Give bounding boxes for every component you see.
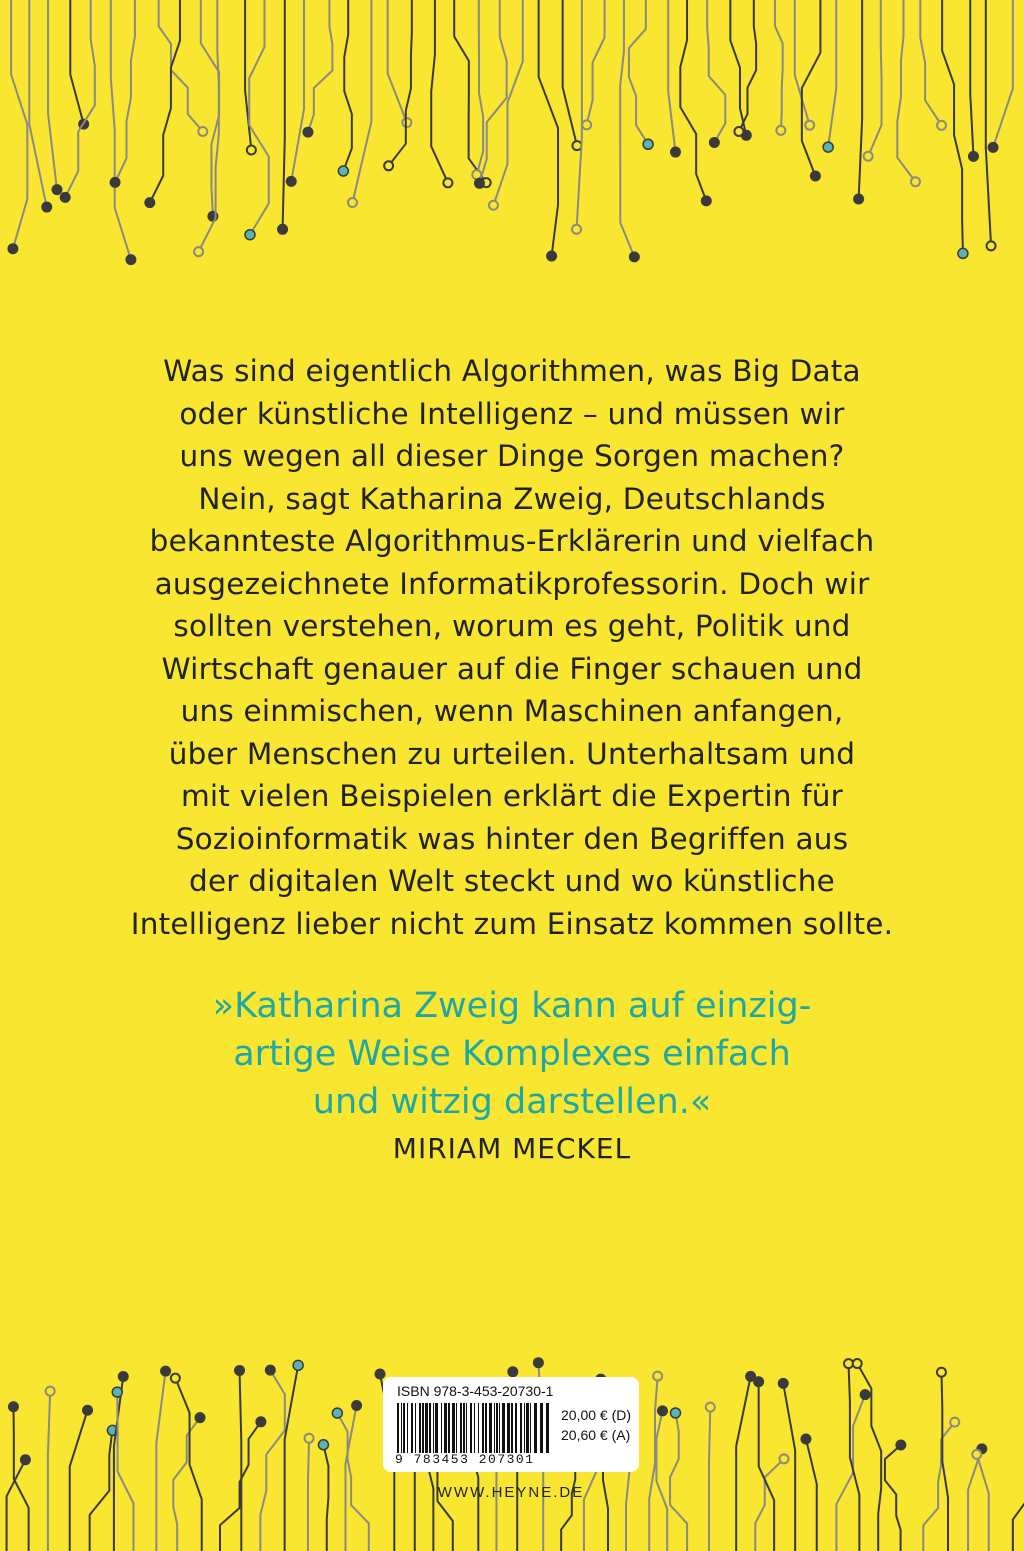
barcode-bar <box>435 1403 438 1453</box>
circuit-trace <box>337 1413 368 1551</box>
circuit-trace <box>479 0 506 183</box>
circuit-pattern-top <box>0 0 1024 300</box>
circuit-node <box>198 127 207 136</box>
blurb-line: uns wegen all dieser Dinge Sorgen machen? <box>179 439 845 473</box>
circuit-node <box>472 170 481 179</box>
circuit-trace <box>670 1413 687 1551</box>
blurb-text <box>110 350 914 945</box>
circuit-trace <box>577 0 582 229</box>
circuit-trace <box>986 0 991 246</box>
circuit-node <box>265 1365 276 1376</box>
circuit-trace <box>115 0 135 182</box>
circuit-trace <box>620 0 634 257</box>
circuit-trace <box>730 0 746 135</box>
circuit-node <box>776 126 785 135</box>
blurb-line: über Menschen zu urteilen. Unterhaltsam und <box>168 736 856 771</box>
circuit-node <box>234 1365 245 1376</box>
circuit-trace <box>897 0 915 182</box>
barcode-bar <box>419 1403 421 1453</box>
circuit-node <box>572 141 581 150</box>
circuit-trace <box>70 0 83 124</box>
circuit-node <box>987 241 996 250</box>
circuit-node <box>443 178 452 187</box>
blurb-line: uns einmischen, wenn Maschinen anfangen, <box>180 694 844 728</box>
circuit-node <box>402 118 411 127</box>
circuit-node <box>247 146 256 155</box>
barcode-bar <box>485 1403 487 1453</box>
quote-line: artige Weise Komplexes einfach <box>233 1034 791 1074</box>
circuit-node <box>60 192 71 203</box>
price-austria: 20,60 € (A) <box>561 1427 631 1443</box>
circuit-node <box>657 1405 668 1416</box>
barcode-digits: 9 783453 207301 <box>395 1452 535 1467</box>
circuit-node <box>937 1368 946 1377</box>
circuit-trace <box>70 1410 88 1551</box>
circuit-node <box>670 1408 680 1418</box>
circuit-trace <box>308 1438 309 1551</box>
circuit-trace <box>260 1370 284 1551</box>
circuit-node <box>82 1405 93 1416</box>
circuit-trace <box>885 1445 901 1551</box>
circuit-node <box>338 166 348 176</box>
circuit-node <box>709 137 720 148</box>
circuit-node <box>823 142 833 152</box>
circuit-node <box>125 254 136 265</box>
circuit-trace <box>111 0 131 260</box>
barcode-bars <box>395 1403 555 1453</box>
circuit-node <box>46 1387 55 1396</box>
circuit-trace <box>755 1459 784 1551</box>
circuit-trace <box>7 1460 26 1551</box>
circuit-node <box>348 198 357 207</box>
circuit-node <box>286 176 297 187</box>
barcode-bar <box>456 1403 457 1453</box>
quote-author: MIRIAM MECKEL <box>392 1132 632 1165</box>
circuit-node <box>293 1360 303 1370</box>
circuit-trace <box>11 0 27 249</box>
circuit-node <box>778 1378 789 1389</box>
circuit-trace <box>859 0 862 199</box>
publisher-website: WWW.HEYNE.DE <box>437 1484 585 1501</box>
blurb-line: der digitalen Welt steckt und wo künstliche <box>189 864 835 898</box>
circuit-trace <box>48 0 57 190</box>
circuit-node <box>144 197 155 208</box>
circuit-trace <box>90 1430 113 1551</box>
circuit-trace <box>656 1411 667 1551</box>
circuit-trace <box>802 0 821 176</box>
circuit-node <box>853 193 864 204</box>
barcode-bar <box>448 1403 450 1453</box>
barcode-bar <box>441 1403 442 1453</box>
barcode-bar <box>474 1403 475 1453</box>
circuit-node <box>950 1418 959 1427</box>
circuit-trace <box>920 0 941 125</box>
barcode-bar <box>444 1403 447 1453</box>
circuit-node <box>958 248 968 258</box>
barcode-bar <box>425 1403 428 1453</box>
barcode-bar <box>422 1403 424 1453</box>
circuit-node <box>474 178 485 189</box>
barcode-bar <box>515 1403 517 1453</box>
circuit-trace <box>285 1365 299 1551</box>
circuit-trace <box>629 0 648 144</box>
circuit-node <box>245 230 255 240</box>
barcode-bar <box>489 1403 492 1453</box>
circuit-node <box>780 1454 789 1463</box>
circuit-node <box>194 247 203 256</box>
barcode-bar <box>520 1403 522 1453</box>
blurb-line: mit vielen Beispielen erklärt die Expertin für <box>180 779 844 813</box>
blurb-line: Sozioinformatik was hinter den Begriffen aus <box>175 821 849 856</box>
circuit-node <box>302 127 313 138</box>
barcode-bar <box>463 1403 465 1453</box>
circuit-node <box>629 251 640 262</box>
circuit-trace <box>941 1372 948 1551</box>
circuit-trace <box>709 1407 710 1551</box>
circuit-node <box>351 1400 362 1411</box>
circuit-node <box>895 1439 906 1450</box>
blurb-line: Wirtschaft genauer auf die Finger schauen und <box>161 651 863 686</box>
circuit-trace <box>775 0 783 130</box>
barcode-bar <box>466 1403 467 1453</box>
circuit-node <box>753 1376 764 1387</box>
circuit-trace <box>868 0 881 156</box>
circuit-node <box>853 1359 862 1368</box>
barcode-bar <box>482 1403 484 1453</box>
circuit-node <box>706 1403 715 1412</box>
circuit-node <box>318 1440 328 1450</box>
circuit-node <box>988 142 999 153</box>
quote-line: und witzig darstellen.« <box>312 1082 712 1122</box>
circuit-trace <box>353 0 372 202</box>
circuit-node <box>844 1359 853 1368</box>
barcode-bar <box>496 1403 498 1453</box>
circuit-node <box>195 1412 206 1423</box>
circuit-trace <box>1013 1394 1024 1551</box>
circuit-trace <box>175 1378 201 1551</box>
circuit-node <box>332 1408 342 1418</box>
circuit-node <box>643 139 653 149</box>
barcode-bar <box>403 1403 405 1453</box>
review-quote <box>110 982 914 1126</box>
circuit-node <box>375 1368 386 1379</box>
circuit-node <box>112 1387 122 1397</box>
circuit-node <box>701 195 712 206</box>
circuit-trace <box>114 1376 123 1551</box>
barcode-bar <box>540 1403 543 1453</box>
circuit-trace <box>923 1422 954 1551</box>
circuit-trace <box>240 1370 242 1551</box>
blurb-line: bekannteste Algorithmus-Erklärerin und vielfach <box>149 524 875 558</box>
circuit-trace <box>668 0 675 152</box>
circuit-node <box>110 177 121 188</box>
circuit-trace <box>388 0 407 123</box>
barcode-bar <box>494 1403 495 1453</box>
blurb-line: Intelligenz lieber nicht zum Einsatz kommen sollte. <box>130 906 894 941</box>
barcode-bar <box>460 1403 462 1453</box>
circuit-trace <box>970 0 973 156</box>
circuit-node <box>118 1371 129 1382</box>
circuit-node <box>305 1434 314 1443</box>
circuit-node <box>51 184 62 195</box>
circuit-trace <box>343 0 351 171</box>
circuit-node <box>572 225 581 234</box>
circuit-trace <box>680 0 706 201</box>
barcode-bar <box>478 1403 479 1453</box>
isbn-number: ISBN 978-3-453-20730-1 <box>397 1383 554 1399</box>
barcode-bar <box>530 1403 531 1453</box>
circuit-node <box>207 211 218 222</box>
circuit-trace <box>707 0 725 142</box>
circuit-trace <box>759 1382 775 1551</box>
barcode-bar <box>433 1403 434 1453</box>
circuit-trace <box>323 1445 328 1551</box>
circuit-node <box>20 1454 31 1465</box>
barcode-bar <box>452 1403 455 1453</box>
circuit-node <box>171 1374 180 1383</box>
circuit-trace <box>563 0 577 146</box>
circuit-node <box>911 177 920 186</box>
circuit-trace <box>156 1371 165 1551</box>
blurb-line: ausgezeichnete Informatikprofessorin. Doch wir <box>154 566 870 601</box>
circuit-node <box>653 1372 662 1381</box>
blurb-line: sollten verstehen, worum es geht, Politik und <box>173 609 851 643</box>
barcode-bar <box>524 1403 525 1453</box>
circuit-node <box>864 152 873 161</box>
circuit-trace <box>291 0 304 181</box>
barcode-bar <box>507 1403 510 1453</box>
circuit-node <box>972 1450 981 1459</box>
circuit-trace <box>783 1383 795 1551</box>
circuit-trace <box>117 1392 133 1551</box>
circuit-node <box>8 1401 19 1412</box>
barcode-bar <box>415 1403 416 1453</box>
circuit-node <box>582 120 591 129</box>
circuit-trace <box>249 0 268 235</box>
circuit-trace <box>431 0 448 183</box>
circuit-trace <box>587 0 605 125</box>
circuit-node <box>255 1416 266 1427</box>
circuit-trace <box>993 0 1013 147</box>
barcode-bar <box>429 1403 431 1453</box>
barcode-bar <box>502 1403 505 1453</box>
circuit-trace <box>477 0 483 175</box>
barcode-bar <box>411 1403 413 1453</box>
circuit-node <box>810 170 821 181</box>
circuit-node <box>277 224 288 235</box>
circuit-node <box>7 243 18 254</box>
circuit-trace <box>29 0 46 207</box>
circuit-trace <box>493 0 522 205</box>
circuit-trace <box>806 1439 817 1551</box>
barcode-bar <box>401 1403 402 1453</box>
barcode-bar <box>397 1403 399 1453</box>
circuit-trace <box>48 1391 50 1551</box>
circuit-trace <box>828 0 836 147</box>
price-germany: 20,00 € (D) <box>561 1407 632 1423</box>
circuit-node <box>670 147 681 158</box>
circuit-node <box>533 1357 544 1368</box>
barcode-bar <box>526 1403 529 1453</box>
circuit-trace <box>283 0 285 229</box>
quote-line: »Katharina Zweig kann auf einzig- <box>212 986 812 1026</box>
barcode-bar <box>499 1403 500 1453</box>
barcode-bar <box>511 1403 513 1453</box>
blurb-line: Nein, sagt Katharina Zweig, Deutschlands <box>198 481 826 516</box>
circuit-trace <box>539 0 558 256</box>
circuit-node <box>800 1434 811 1445</box>
circuit-node <box>546 251 557 262</box>
circuit-node <box>489 201 498 210</box>
blurb-line: Was sind eigentlich Algorithmen, was Big Data <box>163 354 861 388</box>
circuit-node <box>734 127 743 136</box>
circuit-node <box>507 1366 518 1377</box>
circuit-trace <box>736 1376 750 1551</box>
circuit-node <box>860 1389 871 1400</box>
barcode-bar <box>470 1403 472 1453</box>
circuit-node <box>805 121 814 130</box>
circuit-trace <box>150 0 180 203</box>
circuit-node <box>41 202 52 213</box>
circuit-trace <box>308 0 332 132</box>
barcode-bar <box>534 1403 537 1453</box>
barcode-bar <box>546 1403 549 1453</box>
circuit-node <box>968 151 979 162</box>
circuit-node <box>937 121 946 130</box>
circuit-trace <box>977 1454 989 1551</box>
barcode-label <box>383 1377 639 1472</box>
circuit-node <box>160 1366 171 1377</box>
blurb-line: oder künstliche Intelligenz – und müssen wir <box>179 396 845 431</box>
circuit-node <box>384 161 393 170</box>
barcode-bar <box>407 1403 408 1453</box>
